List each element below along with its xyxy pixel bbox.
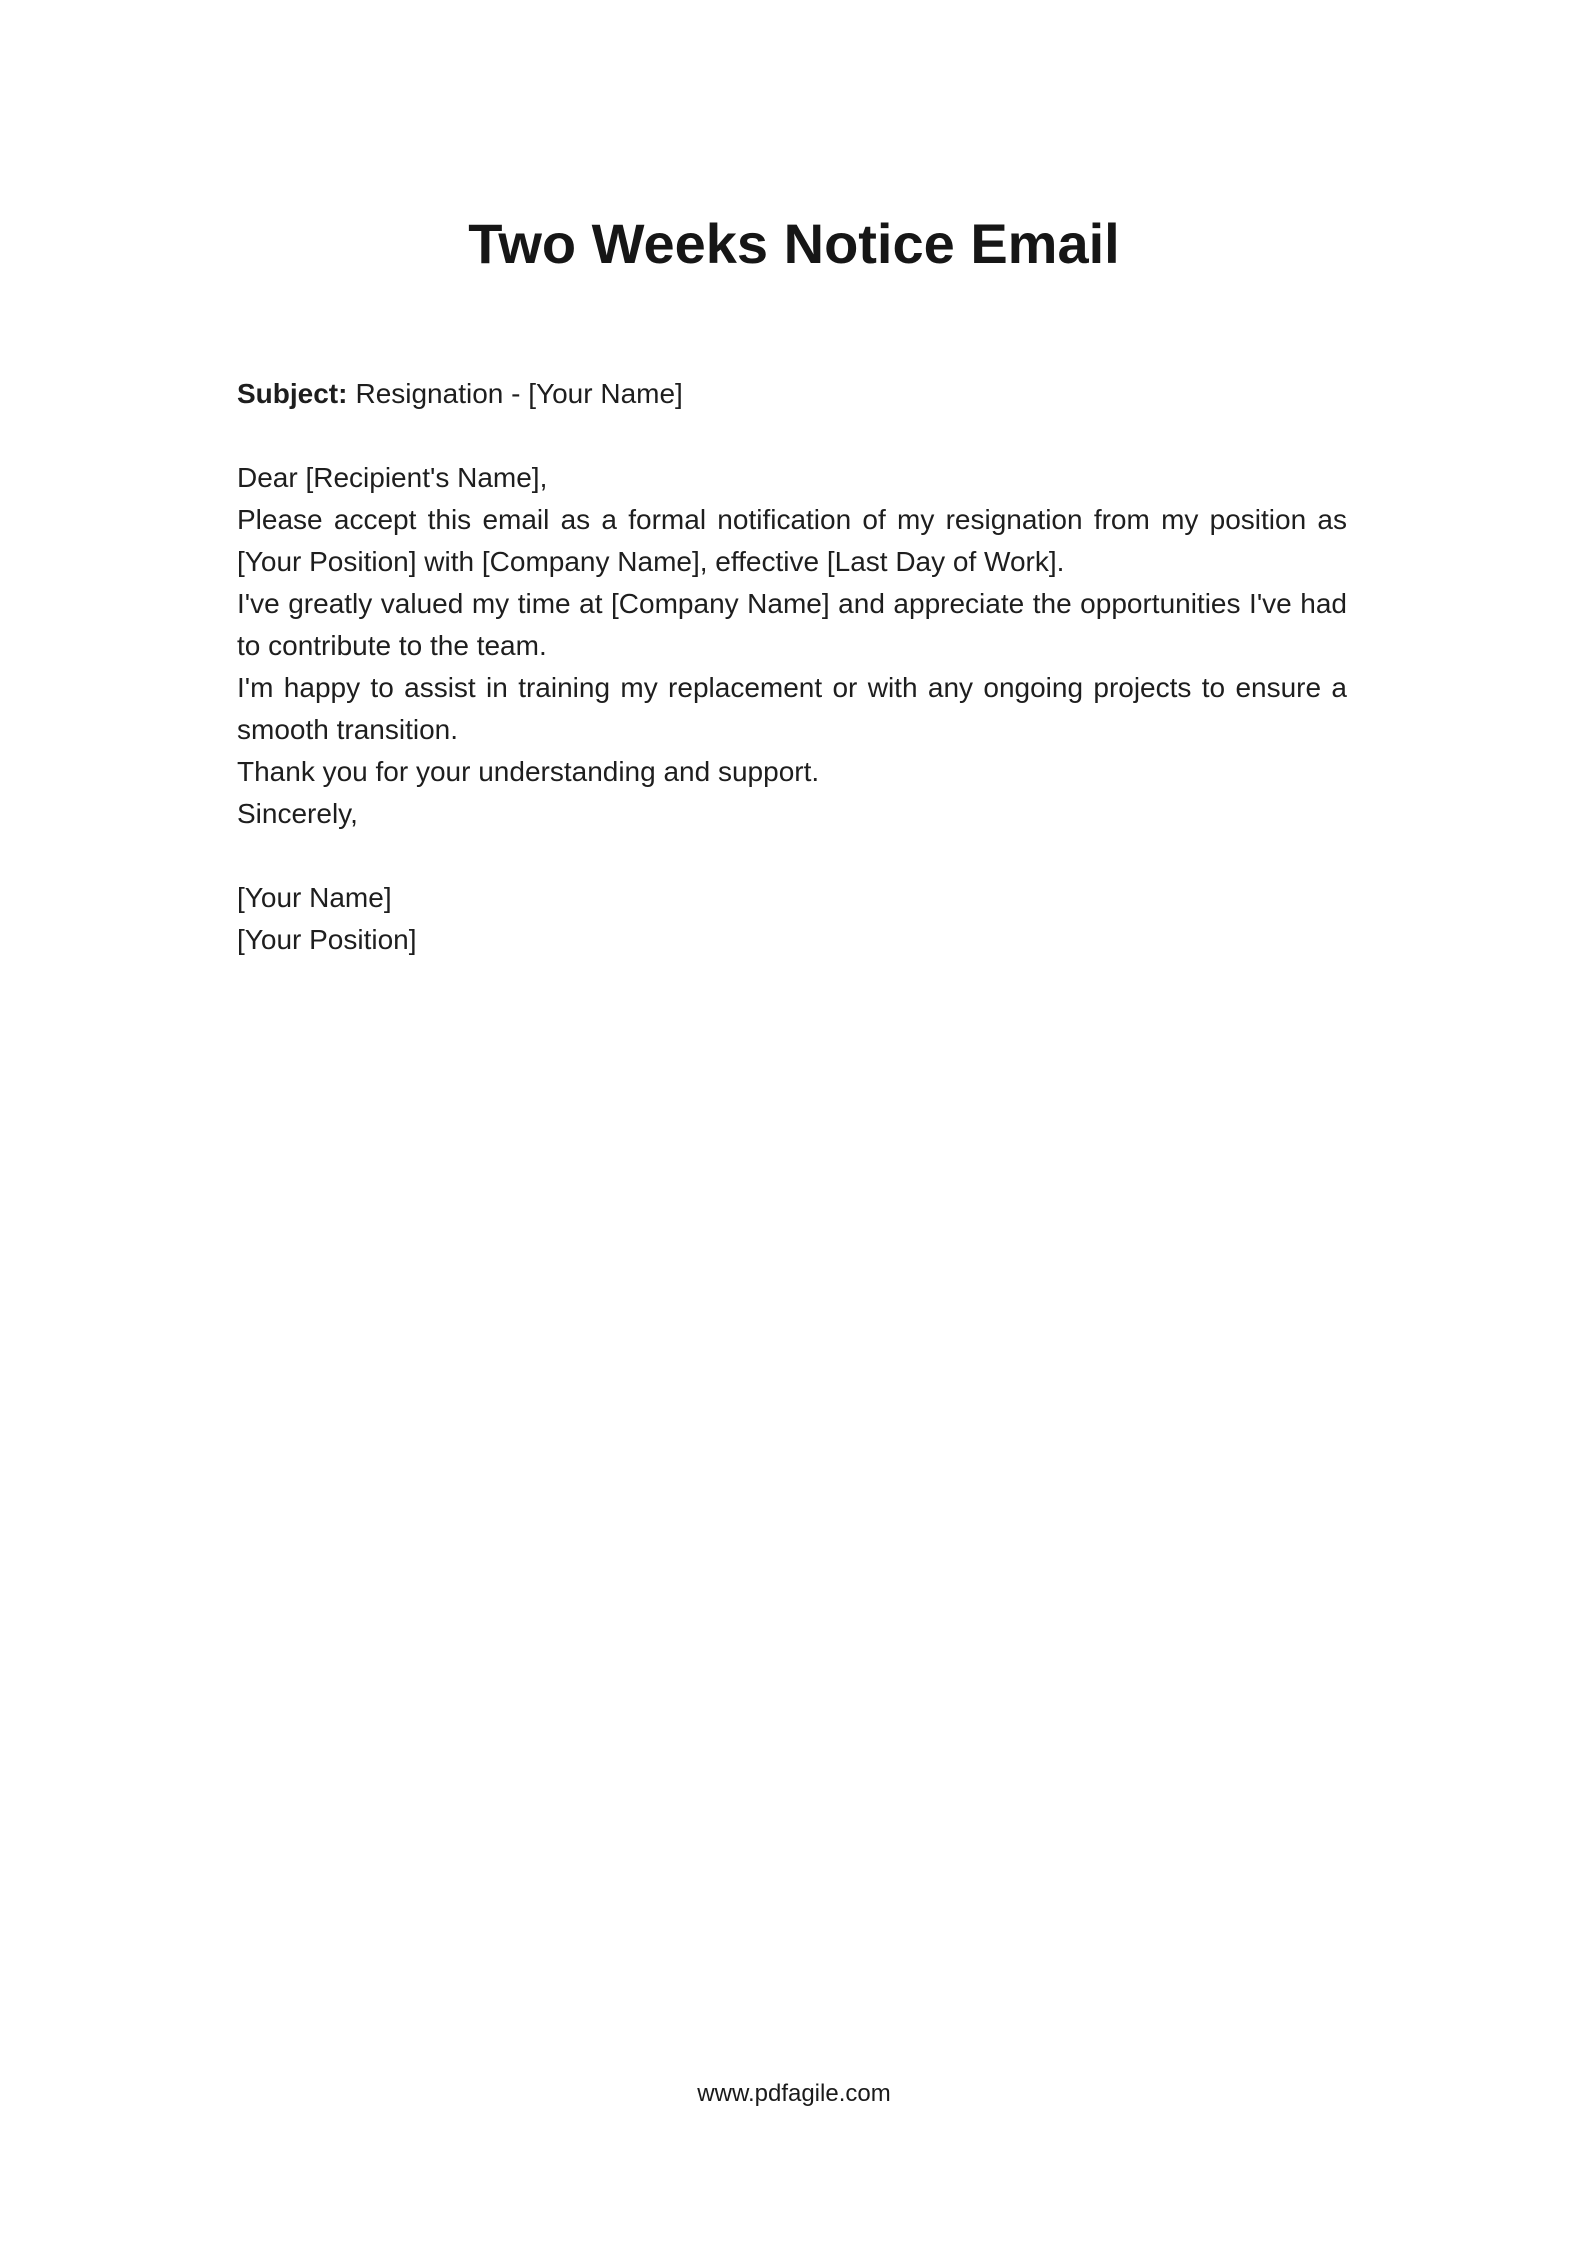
signature-block bbox=[237, 877, 1347, 961]
letter-body bbox=[237, 373, 1347, 961]
body-paragraph: Please accept this email as a formal notification of my resignation from my position as [Your Position] with [Company Name], effective [Last Day of Work]. bbox=[237, 504, 1347, 577]
signature-name: [Your Name] bbox=[237, 882, 392, 913]
footer-url: www.pdfagile.com bbox=[697, 2080, 891, 2107]
body-paragraph: Thank you for your understanding and support. bbox=[237, 756, 820, 787]
subject-value: Resignation - [Your Name] bbox=[355, 378, 683, 409]
signature-position: [Your Position] bbox=[237, 924, 417, 955]
greeting-line: Dear [Recipient's Name], bbox=[237, 462, 548, 493]
subject-label: Subject: bbox=[237, 378, 348, 409]
page-title: Two Weeks Notice Email bbox=[468, 212, 1120, 275]
letter-paragraphs bbox=[237, 457, 1347, 793]
body-paragraph: I've greatly valued my time at [Company Name] and appreciate the opportunities I've had to contribute to the team. bbox=[237, 588, 1347, 661]
body-paragraph: I'm happy to assist in training my replacement or with any ongoing projects to ensure a smooth transition. bbox=[237, 672, 1347, 745]
subject-line bbox=[237, 373, 1347, 415]
closing-line: Sincerely, bbox=[237, 798, 358, 829]
